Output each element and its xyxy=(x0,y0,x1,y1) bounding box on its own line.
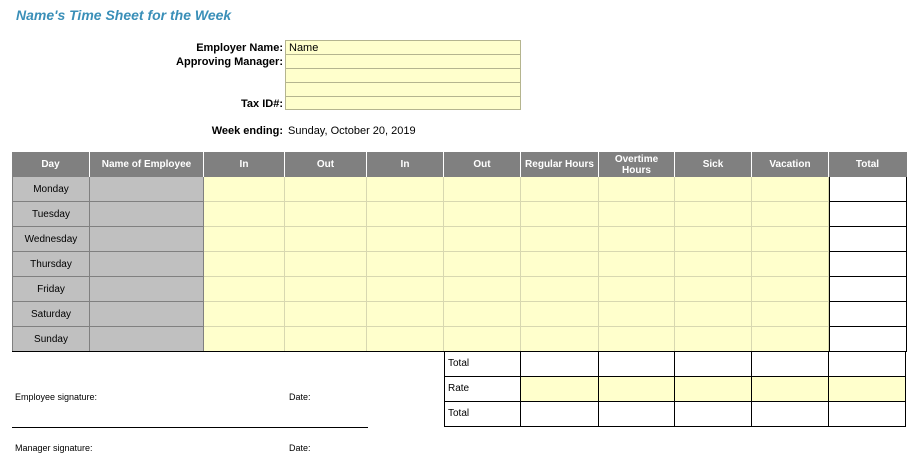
manager-date-label: Date: xyxy=(289,443,311,453)
summary-grand-total-label: Total xyxy=(444,402,521,427)
summary-total-cell xyxy=(752,352,829,377)
overtime-hours-cell[interactable] xyxy=(599,302,675,327)
regular-hours-cell[interactable] xyxy=(521,302,599,327)
total-cell xyxy=(829,277,907,302)
in-1-cell[interactable] xyxy=(204,202,285,227)
total-cell xyxy=(829,202,907,227)
in-2-cell[interactable] xyxy=(367,202,444,227)
timesheet-grid xyxy=(12,152,907,354)
out-2-cell[interactable] xyxy=(444,202,521,227)
signature-divider xyxy=(12,427,368,428)
employee-name-cell[interactable] xyxy=(90,252,204,277)
sick-cell[interactable] xyxy=(675,252,752,277)
employee-name-cell[interactable] xyxy=(90,302,204,327)
employee-name-cell[interactable] xyxy=(90,327,204,352)
summary-total-cell xyxy=(599,352,675,377)
in-1-cell[interactable] xyxy=(204,252,285,277)
regular-hours-cell[interactable] xyxy=(521,252,599,277)
overtime-hours-cell[interactable] xyxy=(599,277,675,302)
employee-name-cell[interactable] xyxy=(90,177,204,202)
out-2-cell[interactable] xyxy=(444,327,521,352)
summary-total-cell xyxy=(675,352,752,377)
in-1-cell[interactable] xyxy=(204,277,285,302)
header-in-2: In xyxy=(367,152,444,177)
day-label: Friday xyxy=(12,277,90,302)
sick-cell[interactable] xyxy=(675,202,752,227)
out-2-cell[interactable] xyxy=(444,252,521,277)
in-2-cell[interactable] xyxy=(367,302,444,327)
summary-grand-total-cell xyxy=(521,402,599,427)
sick-cell[interactable] xyxy=(675,227,752,252)
summary-grand-total-cell xyxy=(599,402,675,427)
in-2-cell[interactable] xyxy=(367,177,444,202)
sick-cell[interactable] xyxy=(675,302,752,327)
summary-rate-cell[interactable] xyxy=(675,377,752,402)
day-label: Thursday xyxy=(12,252,90,277)
out-1-cell[interactable] xyxy=(285,277,367,302)
regular-hours-cell[interactable] xyxy=(521,277,599,302)
header-sick: Sick xyxy=(675,152,752,177)
in-1-cell[interactable] xyxy=(204,302,285,327)
summary-rate-cell[interactable] xyxy=(752,377,829,402)
day-label: Saturday xyxy=(12,302,90,327)
vacation-cell[interactable] xyxy=(752,277,829,302)
regular-hours-cell[interactable] xyxy=(521,177,599,202)
employer-label: Employer Name: xyxy=(196,42,283,54)
summary-rate-cell[interactable] xyxy=(599,377,675,402)
in-2-cell[interactable] xyxy=(367,277,444,302)
header-out-2: Out xyxy=(444,152,521,177)
summary-total-label: Total xyxy=(444,352,521,377)
day-label: Sunday xyxy=(12,327,90,352)
summary-rate-cell[interactable] xyxy=(521,377,599,402)
header-day: Day xyxy=(12,152,90,177)
out-1-cell[interactable] xyxy=(285,227,367,252)
total-cell xyxy=(829,327,907,352)
in-1-cell[interactable] xyxy=(204,177,285,202)
vacation-cell[interactable] xyxy=(752,177,829,202)
out-1-cell[interactable] xyxy=(285,302,367,327)
header-in-1: In xyxy=(204,152,285,177)
header-total: Total xyxy=(829,152,907,177)
header-vacation: Vacation xyxy=(752,152,829,177)
in-2-cell[interactable] xyxy=(367,252,444,277)
out-2-cell[interactable] xyxy=(444,302,521,327)
taxid-label: Tax ID#: xyxy=(241,98,283,110)
out-2-cell[interactable] xyxy=(444,177,521,202)
header-employee-name: Name of Employee xyxy=(90,152,204,177)
overtime-hours-cell[interactable] xyxy=(599,177,675,202)
in-2-cell[interactable] xyxy=(367,327,444,352)
day-label: Monday xyxy=(12,177,90,202)
employee-name-cell[interactable] xyxy=(90,202,204,227)
day-label: Tuesday xyxy=(12,202,90,227)
in-2-cell[interactable] xyxy=(367,227,444,252)
overtime-hours-cell[interactable] xyxy=(599,252,675,277)
header-regular-hours: Regular Hours xyxy=(521,152,599,177)
total-cell xyxy=(829,302,907,327)
employee-date-label: Date: xyxy=(289,392,311,402)
regular-hours-cell[interactable] xyxy=(521,327,599,352)
summary-grand-total-cell xyxy=(829,402,906,427)
out-2-cell[interactable] xyxy=(444,277,521,302)
out-1-cell[interactable] xyxy=(285,177,367,202)
summary-grand-total-cell xyxy=(675,402,752,427)
header-overtime-hours: Overtime Hours xyxy=(599,152,675,177)
out-1-cell[interactable] xyxy=(285,327,367,352)
regular-hours-cell[interactable] xyxy=(521,202,599,227)
employer-info-box xyxy=(285,40,521,110)
sick-cell[interactable] xyxy=(675,177,752,202)
vacation-cell[interactable] xyxy=(752,327,829,352)
employer-name-field[interactable]: Name xyxy=(289,42,319,54)
out-1-cell[interactable] xyxy=(285,252,367,277)
regular-hours-cell[interactable] xyxy=(521,227,599,252)
summary-total-cell xyxy=(829,352,906,377)
employee-signature-label: Employee signature: xyxy=(15,392,98,402)
out-1-cell[interactable] xyxy=(285,202,367,227)
summary-rate-label: Rate xyxy=(444,377,521,402)
summary-rate-cell[interactable] xyxy=(829,377,906,402)
overtime-hours-cell[interactable] xyxy=(599,327,675,352)
week-ending-label: Week ending: xyxy=(211,125,283,137)
manager-label: Approving Manager: xyxy=(176,56,283,68)
vacation-cell[interactable] xyxy=(752,202,829,227)
vacation-cell[interactable] xyxy=(752,302,829,327)
total-cell xyxy=(829,227,907,252)
sick-cell[interactable] xyxy=(675,277,752,302)
employee-name-cell[interactable] xyxy=(90,277,204,302)
week-ending-value[interactable]: Sunday, October 20, 2019 xyxy=(288,125,416,137)
manager-signature-label: Manager signature: xyxy=(15,443,93,453)
sick-cell[interactable] xyxy=(675,327,752,352)
summary-grand-total-cell xyxy=(752,402,829,427)
sheet-title: Name's Time Sheet for the Week xyxy=(16,7,232,23)
vacation-cell[interactable] xyxy=(752,252,829,277)
out-2-cell[interactable] xyxy=(444,227,521,252)
header-out-1: Out xyxy=(285,152,367,177)
overtime-hours-cell[interactable] xyxy=(599,227,675,252)
in-1-cell[interactable] xyxy=(204,327,285,352)
in-1-cell[interactable] xyxy=(204,227,285,252)
employee-name-cell[interactable] xyxy=(90,227,204,252)
total-cell xyxy=(829,177,907,202)
vacation-cell[interactable] xyxy=(752,227,829,252)
total-cell xyxy=(829,252,907,277)
day-label: Wednesday xyxy=(12,227,90,252)
overtime-hours-cell[interactable] xyxy=(599,202,675,227)
summary-total-cell xyxy=(521,352,599,377)
